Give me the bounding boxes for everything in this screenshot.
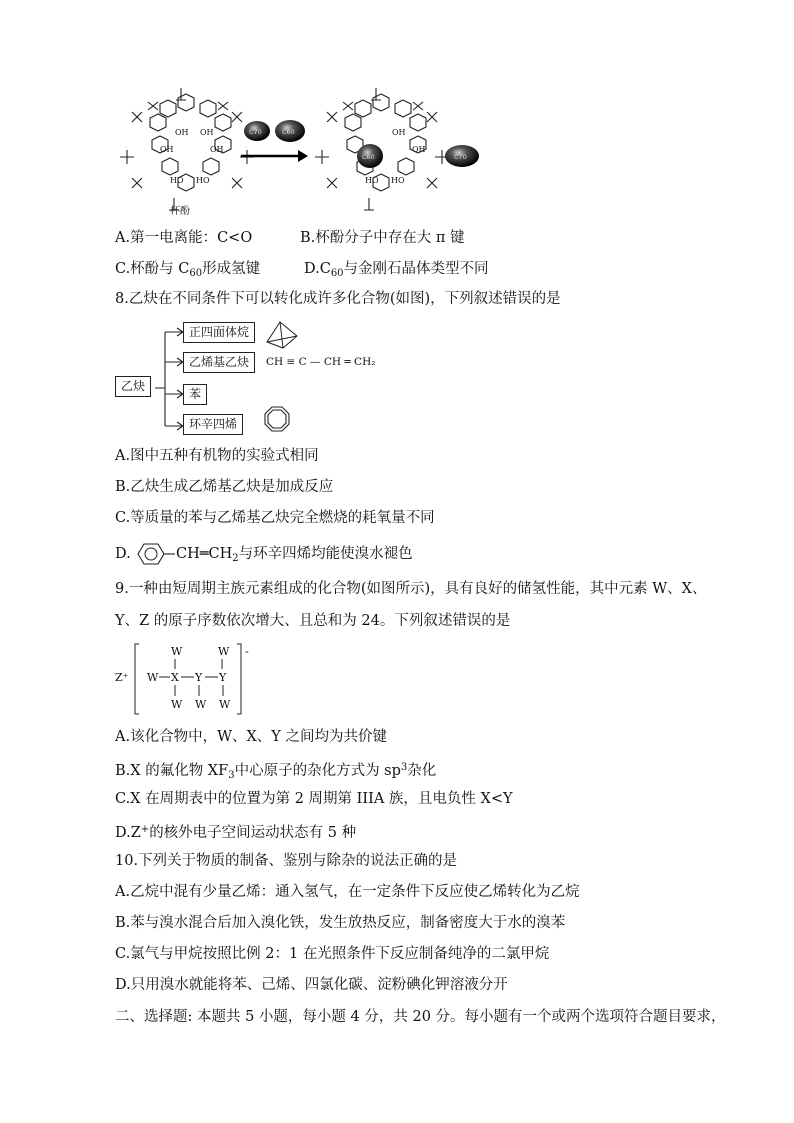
q7-option-c: C.杯酚与 $C_{60}$形成氢键: [115, 261, 261, 279]
q9-option-a: A.该化合物中，W、X、Y 之间均为共价键: [115, 729, 387, 745]
svg-text:OH: OH: [412, 145, 426, 154]
q7-option-a: A.第一电离能：C<O: [115, 230, 253, 246]
q8-stem: 8.乙炔在不同条件下可以转化成许多化合物(如图)，下列叙述错误的是: [115, 291, 561, 307]
svg-text:OH: OH: [210, 145, 224, 154]
svg-text:HO: HO: [170, 176, 184, 185]
q7-option-d: $D.C_{60}$与金刚石晶体类型不同: [304, 261, 489, 279]
vinylacetylene-formula: CH ≡ C — CH ═ CH₂: [266, 356, 376, 368]
svg-text:Y: Y: [219, 671, 227, 684]
reaction-arrowhead: [298, 150, 308, 162]
box-tetrahedrane: 正四面体烷: [183, 322, 255, 343]
calixarene-figure: [0, 0, 794, 230]
tetrahedrane-structure: [267, 322, 297, 348]
svg-text:W: W: [171, 698, 183, 711]
q9-option-b: B.X 的氟化物 $XF_3$中心原子的杂化方式为 $sp^3$杂化: [115, 762, 437, 781]
svg-text:X: X: [171, 671, 179, 684]
calixarene-left: [120, 88, 254, 210]
c70-ball-reagent-label: C70: [249, 128, 262, 136]
q7-option-b: B.杯酚分子中存在大 π 键: [300, 230, 465, 246]
svg-text:W: W: [218, 645, 230, 658]
svg-text:Y: Y: [195, 671, 203, 684]
calixarene-label: 杯酚: [170, 206, 190, 217]
q8-option-d: D.: [115, 546, 131, 562]
c70-ball-product-label: C70: [454, 153, 467, 161]
cyclooctatetraene-structure: [265, 407, 289, 431]
svg-text:OH: OH: [160, 145, 174, 154]
svg-text:W: W: [171, 645, 183, 658]
q10-option-a: A.乙烷中混有少量乙烯：通入氢气，在一定条件下反应使乙烯转化为乙烷: [115, 884, 580, 900]
box-vinylacetylene: 乙烯基乙炔: [183, 352, 255, 373]
section2-heading: 二、选择题: 本题共 5 小题，每小题 4 分，共 20 分。每小题有一个或两个选项符合题目要求，: [115, 1009, 726, 1025]
q8-option-c: C.等质量的苯与乙烯基乙炔完全燃烧的耗氧量不同: [115, 510, 435, 526]
svg-text:HO: HO: [391, 176, 405, 185]
styrene-benzene-ring: [133, 540, 173, 570]
svg-text:HO: HO: [365, 176, 379, 185]
q9-option-d: D.Z+的核外电子空间运动状态有 5 种: [115, 824, 357, 841]
box-benzene: 苯: [183, 384, 207, 405]
q10-option-b: B.苯与溴水混合后加入溴化铁，发生放热反应，制备密度大于水的溴苯: [115, 915, 566, 931]
acetylene-diagram-lines: [115, 318, 415, 438]
box-cyclooctatetraene: 环辛四烯: [183, 414, 243, 435]
q8-option-b: B.乙炔生成乙烯基乙炔是加成反应: [115, 479, 334, 495]
c60-ball-encapsulated-label: C60: [362, 153, 375, 161]
svg-text:Z⁺: Z⁺: [115, 671, 129, 684]
svg-text:W: W: [219, 698, 231, 711]
svg-text:W: W: [147, 671, 159, 684]
q10-stem: 10.下列关于物质的制备、鉴别与除杂的说法正确的是: [115, 853, 458, 869]
svg-text:OH: OH: [175, 128, 189, 137]
svg-text:-: -: [245, 645, 249, 658]
svg-text:OH: OH: [392, 128, 406, 137]
box-acetylene: 乙炔: [115, 376, 151, 397]
q9-option-c: C.X 在周期表中的位置为第 2 周期第 IIIA 族，且电负性 X<Y: [115, 791, 513, 807]
q10-option-d: D.只用溴水就能将苯、己烯、四氯化碳、淀粉碘化钾溶液分开: [115, 977, 508, 993]
q10-option-c: C.氯气与甲烷按照比例 2：1 在光照条件下反应制备纯净的二氯甲烷: [115, 946, 550, 962]
q9-structure: [115, 640, 295, 720]
q9-stem-line2: Y、Z 的原子序数依次增大、且总和为 24。下列叙述错误的是: [115, 613, 511, 629]
svg-text:W: W: [195, 698, 207, 711]
q8-option-a: A.图中五种有机物的实验式相同: [115, 448, 319, 464]
q9-stem-line1: 9.一种由短周期主族元素组成的化合物(如图所示)，具有良好的储氢性能，其中元素 W、X、: [115, 581, 707, 597]
svg-text:HO: HO: [196, 176, 210, 185]
calixarene-right: [315, 88, 449, 210]
svg-text:OH: OH: [200, 128, 214, 137]
c60-ball-reagent-label: C60: [282, 128, 295, 136]
q8-option-d-text: $CH═CH_2$与环辛四烯均能使溴水褪色: [176, 546, 413, 564]
